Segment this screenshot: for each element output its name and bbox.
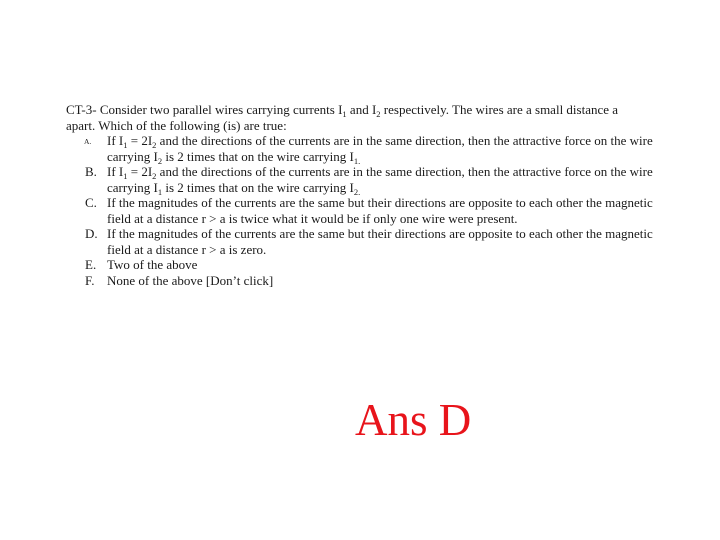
option-text-cont: field at a distance r > a is zero. (107, 241, 267, 257)
option-text (107, 164, 681, 180)
option-text: None of the above [Don’t click] (107, 272, 274, 288)
text-run: is 2 times that on the wire carrying I (162, 179, 354, 195)
subscript: 2 (157, 155, 163, 166)
option-text-cont (107, 180, 681, 196)
option-f (66, 273, 681, 289)
question-block (66, 102, 681, 288)
text-run: If I (107, 164, 124, 179)
text-run: = 2I (127, 133, 153, 148)
option-letter: A. (84, 137, 92, 146)
question-intro-line2: apart. Which of the following (is) are true: (66, 117, 287, 133)
text-run: = 2I (127, 164, 153, 179)
subscript: 2. (353, 186, 361, 197)
subscript: 1 (342, 109, 347, 119)
subscript: 2 (152, 171, 157, 181)
question-intro (66, 102, 681, 118)
answer-label: Ans D (355, 395, 472, 445)
option-d (66, 226, 681, 257)
option-letter: B. (85, 164, 97, 179)
text-run: carrying I (107, 179, 158, 195)
subscript: 2 (376, 109, 381, 119)
option-text: Two of the above (107, 257, 198, 272)
intro-text: and I (346, 102, 377, 117)
subscript: 1 (123, 171, 128, 181)
option-text-cont (107, 149, 681, 165)
option-letter: D. (85, 226, 98, 241)
intro-text: respectively. The wires are a small distance a (380, 102, 619, 117)
option-letter: E. (85, 257, 97, 272)
text-run: is 2 times that on the wire carrying I (162, 148, 354, 164)
subscript: 1 (157, 186, 163, 197)
subscript: 2 (152, 140, 157, 150)
intro-text: CT-3- Consider two parallel wires carrying currents I (66, 102, 343, 117)
option-a (66, 133, 681, 164)
option-text (107, 133, 681, 149)
subscript: 1 (123, 140, 128, 150)
option-text: If the magnitudes of the currents are the same but their directions are opposite to each other the magnetic (107, 226, 653, 241)
option-letter: C. (85, 195, 97, 210)
answer-options-list (66, 133, 681, 288)
option-text: If the magnitudes of the currents are the same but their directions are opposite to each other the magnetic (107, 195, 653, 210)
option-c (66, 195, 681, 226)
text-run: carrying I (107, 148, 158, 164)
option-b (66, 164, 681, 195)
option-letter: F. (85, 272, 95, 288)
option-e (66, 257, 681, 273)
subscript: 1. (353, 155, 361, 166)
text-run: and the directions of the currents are in the same direction, then the attractive force on the wire (156, 164, 653, 179)
option-text-cont: field at a distance r > a is twice what it would be if only one wire were present. (107, 210, 518, 226)
text-run: If I (107, 133, 124, 148)
text-run: and the directions of the currents are in the same direction, then the attractive force on the wire (156, 133, 653, 148)
